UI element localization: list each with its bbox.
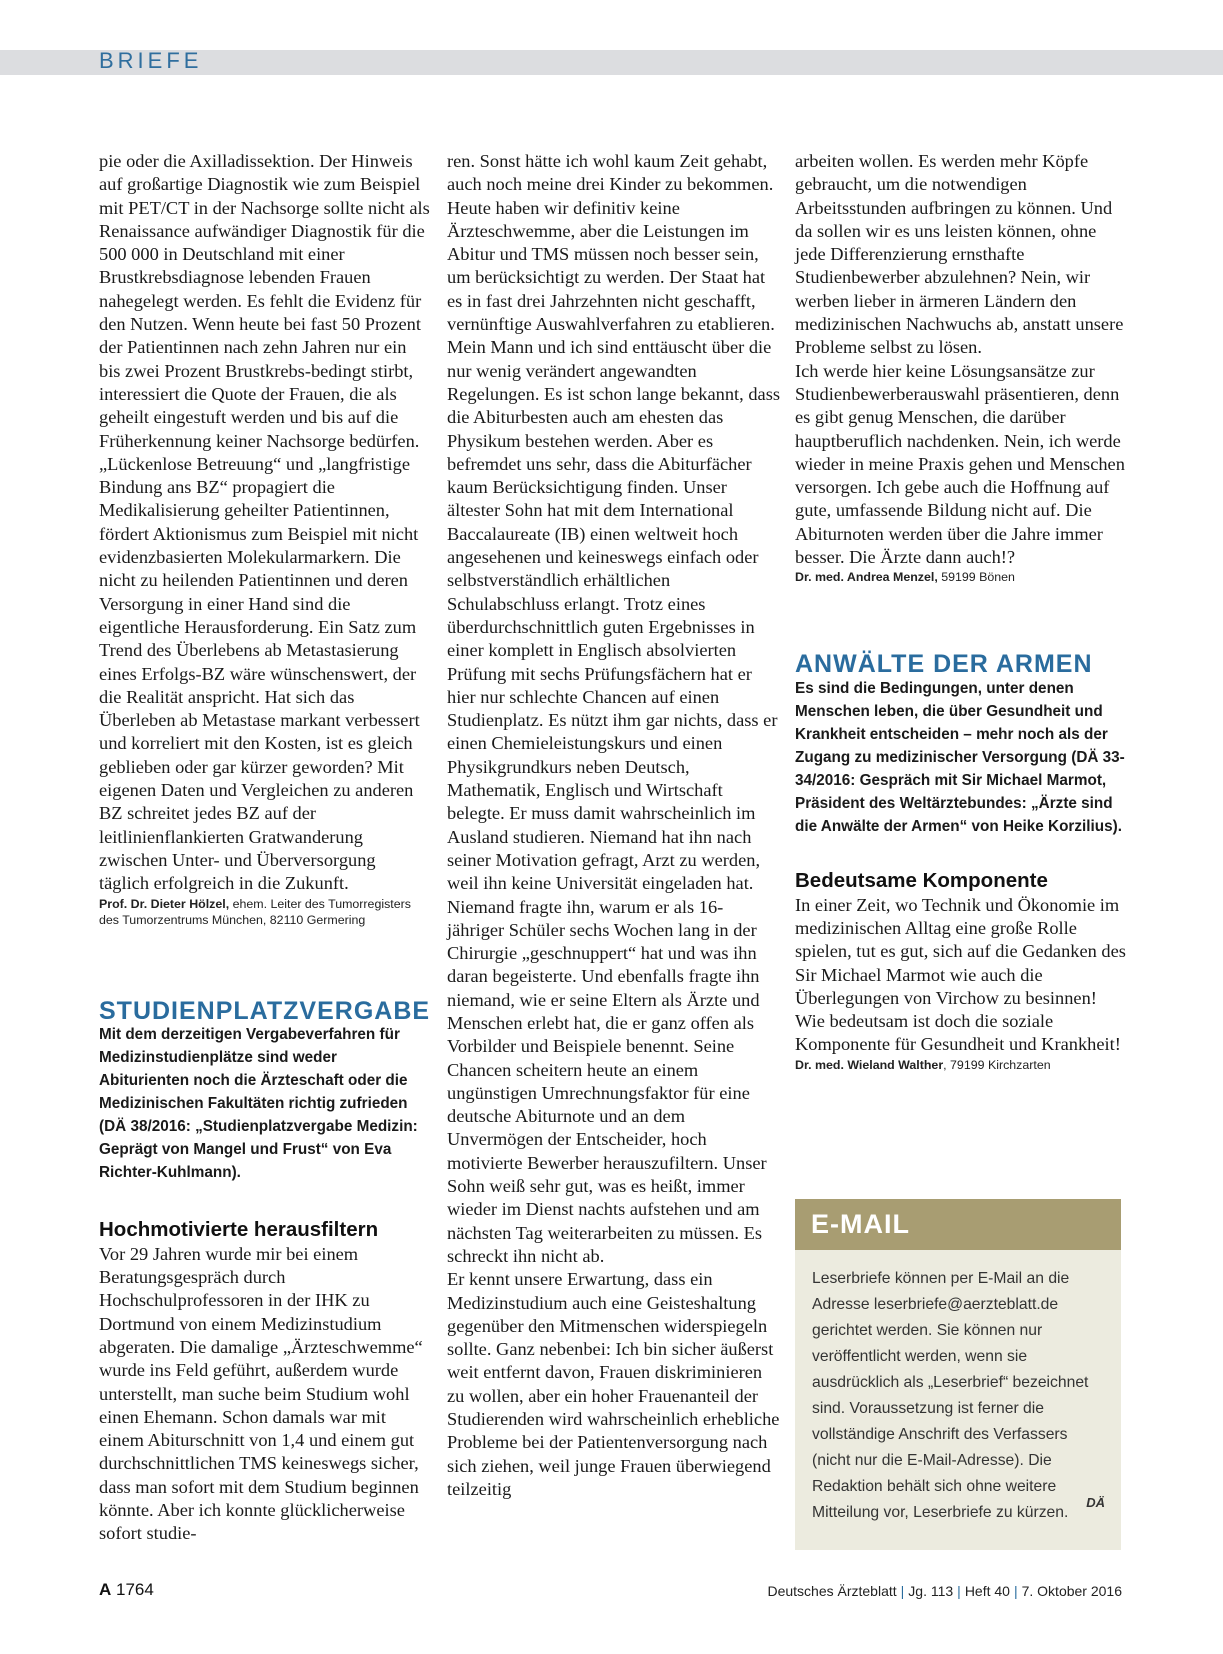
page-number-value: 1764 xyxy=(116,1580,154,1599)
footer-separator: | xyxy=(957,1583,961,1599)
footer-separator: | xyxy=(900,1583,905,1599)
page-number xyxy=(99,1580,154,1600)
email-box-tag: DÄ xyxy=(1086,1495,1105,1510)
footer-date: 7. Oktober 2016 xyxy=(1021,1583,1122,1599)
column-2 xyxy=(447,150,780,1501)
column2-paragraph-2: Mein Mann und ich sind enttäuscht über die nur wenig verändert angewandten Regelungen. Es ist schon lange bekannt, dass die Abiturbesten auch am ehesten das Physikum bestehen werden. Aber es befremdet uns sehr, dass die Abiturfächer kaum Berücksichtigung finden. Unser ältester Sohn hat mit dem International Baccalaureate (IB) einen weltweit hoch angesehenen und keineswegs einfach oder selbstverständlich erhältlichen Schulabschluss erlangt. Trotz eines überdurchschnittlich guten Ergebnisses in einer komplett in Englisch absolvierten Prüfung mit sechs Prüfungsfächern hat er hier nur schlechte Chancen auf einen Studienplatz. Es nützt ihm gar nichts, dass er einen Chemieleistungskurs und einen Physikgrundkurs neben Deutsch, Mathematik, Englisch und Wirtschaft belegte. Er muss damit wahrscheinlich im Ausland studieren. Niemand hat ihn nach seiner Motivation gefragt, Arzt zu werden, weil ihn keine Universität eingeladen hat. Niemand fragte ihn, warum er als 16-jähriger Schüler sechs Wochen lang in der Chirurgie „geschnuppert“ hat und was ihn daran begeisterte. Und ebenfalls fragte ihn niemand, wie er seine Eltern als Ärzte und Menschen erlebt hat, die er ganz offen als Vorbilder und Beispiele benennt. Seine Chancen scheitern heute an einem ungünstigen Umrechnungsfaktor für eine deutsche Abiturnote und an dem Unvermögen der Entscheider, hoch motivierte Bewerber herauszufiltern. Unser Sohn weiß sehr gut, was es heißt, immer wieder im Dienst nachts aufstehen und am nächsten Tag weiterarbeiten zu müssen. Es schreckt ihn nicht ab. xyxy=(447,337,781,1266)
letter-text-hochmotivierte: Vor 29 Jahren wurde mir bei einem Beratungsgespräch durch Hochschulprofessoren in der IHK zu Dortmund von einem Medizinstudium abgeraten. Die damalige „Ärzteschwemme“ wurde ins Feld geführt, außerdem wurde unterstellt, man suche beim Studium wohl einen Ehemann. Schon damals war mit einem Abiturschnitt von 1,4 und einem gut durchschnittlichen TMS keineswegs sicher, dass man sofort mit dem Studium beginnen könnte. Aber ich konnte glücklicherweise sofort studie- xyxy=(99,1243,423,1544)
section-label: BRIEFE xyxy=(99,48,203,73)
column-3 xyxy=(795,150,1128,1073)
email-box-text: Leserbriefe können per E-Mail an die Adresse leserbriefe@aerzteblatt.de gerichtet werden. Sie können nur veröffentlicht werden, wenn sie ausdrücklich als „Leserbrief“ bezeichnet sind. Voraussetzung ist ferner die vollständige Anschrift des Verfassers (nicht nur die E-Mail-Adresse). Die Redaktion behält sich ohne weitere Mitteilung vor, Leserbriefe zu kürzen. xyxy=(812,1270,1089,1521)
footer-journal: Deutsches Ärzteblatt xyxy=(767,1583,897,1599)
topic-title-anwaelte: ANWÄLTE DER ARMEN xyxy=(795,650,1093,679)
column-1 xyxy=(99,150,430,1546)
signature-detail: 59199 Bönen xyxy=(937,570,1015,585)
signature-name: Dr. med. Wieland Walther xyxy=(795,1057,944,1072)
signature-hoelzel xyxy=(99,896,430,928)
letter-text-bedeutsame: In einer Zeit, wo Technik und Ökonomie im medizinischen Alltag eine große Rolle spielen, tut es gut, sich auf die Gedanken des Sir Michael Marmot wie auch die Überlegungen von Virchow zu besinnen! Wie bedeutsam ist doch die soziale Komponente für Gesundheit und Krankheit! xyxy=(795,894,1126,1055)
signature-detail: , 79199 Kirchzarten xyxy=(943,1057,1051,1072)
footer-separator: | xyxy=(1013,1583,1018,1599)
footer-journal-info xyxy=(767,1583,1122,1599)
topic-lead-anwaelte: Es sind die Bedingungen, unter denen Menschen leben, die über Gesundheit und Krankheit entscheiden – mehr noch als der Zugang zu medizinischer Versorgung (DÄ 33-34/2016: Gespräch mit Sir Michael Marmot, Präsident des Weltärztebundes: „Ärzte sind die Anwälte der Armen“ von Heike Korzilius). xyxy=(795,679,1125,835)
footer-issue: Heft 40 xyxy=(964,1583,1010,1599)
subhead-hochmotivierte: Hochmotivierte herausfiltern xyxy=(99,1217,379,1241)
signature-detail: ehem. Leiter des Tumorregisters des Tumorzentrums München, 82110 Germering xyxy=(99,896,411,927)
column2-paragraph-3: Er kennt unsere Erwartung, dass ein Medizinstudium auch eine Geisteshaltung gegenüber den Mitmenschen widerspiegeln sollte. Ganz nebenbei: Ich bin sicher äußerst weit entfernt davon, Frauen diskriminieren zu wollen, aber ein hoher Frauenanteil der Studierenden wird wahrscheinlich erhebliche Probleme bei der Patientenversorgung nach sich ziehen, weil junge Frauen überwiegend teilzeitig xyxy=(447,1269,780,1499)
subhead-bedeutsame: Bedeutsame Komponente xyxy=(795,868,1048,892)
column3-paragraph-2: Ich werde hier keine Lösungsansätze zur Studienbewerberauswahl präsentieren, denn es gibt genug Menschen, die darüber hauptberuflich nachdenken. Nein, ich werde wieder in meine Praxis gehen und Menschen versorgen. Ich gebe auch die Hoffnung auf gute, umfassende Bildung nicht auf. Die Abiturnoten werden über die Jahre immer besser. Die Ärzte dann auch!? xyxy=(795,360,1125,568)
signature-walther xyxy=(795,1057,1128,1073)
page-prefix: A xyxy=(99,1580,112,1599)
signature-name: Dr. med. Andrea Menzel, xyxy=(795,570,938,585)
email-info-box xyxy=(795,1199,1121,1550)
column3-paragraph-1: arbeiten wollen. Es werden mehr Köpfe gebraucht, um die notwendigen Arbeitsstunden aufbringen zu können. Und da sollen wir es uns leisten können, ohne jede Differenzierung ernsthafte Studienbewerber abzulehnen? Nein, wir werben lieber in ärmeren Ländern den medizinischen Nachwuchs ab, anstatt unsere Probleme selbst zu lösen. xyxy=(795,151,1124,358)
signature-name: Prof. Dr. Dieter Hölzel, xyxy=(99,896,230,911)
footer-volume: Jg. 113 xyxy=(908,1583,954,1599)
signature-menzel xyxy=(795,569,1128,585)
topic-title-studienplatzvergabe: STUDIENPLATZVERGABE xyxy=(99,996,431,1025)
column1-text: pie oder die Axilladissektion. Der Hinweis auf großartige Diagnostik wie zum Beispiel mit PET/CT in der Nachsorge sollte nicht als Renaissance aufwändiger Diagnostik für die 500 000 in Deutschland mit einer Brustkrebsdiagnose lebenden Frauen nahegelegt werden. Es fehlt die Evidenz für den Nutzen. Wenn heute bei fast 50 Prozent der Patientinnen nach zehn Jahren nur ein bis zwei Prozent Brustkrebs-bedingt stirbt, interessiert die Quote der Frauen, die als geheilt eingestuft werden und bis auf die Früherkennung keiner Nachsorge bedürfen. „Lückenlose Betreuung“ und „langfristige Bindung ans BZ“ propagiert die Medikalisierung geheilter Patientinnen, fördert Aktionismus zum Beispiel mit nicht evidenzbasierten Molekularmarkern. Die nicht zu heilenden Patientinnen und deren Versorgung in einer Hand sind die eigentliche Herausforderung. Ein Satz zum Trend des Überlebens ab Metastasierung eines Erfolgs-BZ wäre wünschenswert, der die Realität anspricht. Hat sich das Überleben ab Metastase markant verbessert und korreliert mit den Kosten, ist es gleich geblieben oder gar kürzer geworden? Mit eigenen Daten und Vergleichen zu anderen BZ schreitet jedes BZ auf der leitlinienflankierten Gratwanderung zwischen Unter- und Überversorgung täglich erfolgreich in die Zukunft. xyxy=(99,151,430,894)
column2-paragraph-1: ren. Sonst hätte ich wohl kaum Zeit gehabt, auch noch meine drei Kinder zu bekommen. Heute haben wir definitiv keine Ärzteschwemme, aber die Leistungen im Abitur und TMS müssen noch besser sein, um berücksichtigt zu werden. Der Staat hat es in fast drei Jahrzehnten nicht geschafft, vernünftige Auswahlverfahren zu etablieren. xyxy=(447,151,775,335)
topic-lead-studienplatzvergabe: Mit dem derzeitigen Vergabeverfahren für Medizinstudienplätze sind weder Abiturienten noch die Ärzteschaft oder die Medizinischen Fakultäten richtig zufrieden (DÄ 38/2016: „Studienplatzvergabe Medizin: Geprägt von Mangel und Frust“ von Eva Richter-Kuhlmann). xyxy=(99,1025,418,1181)
email-box-title: E-MAIL xyxy=(795,1199,1121,1250)
